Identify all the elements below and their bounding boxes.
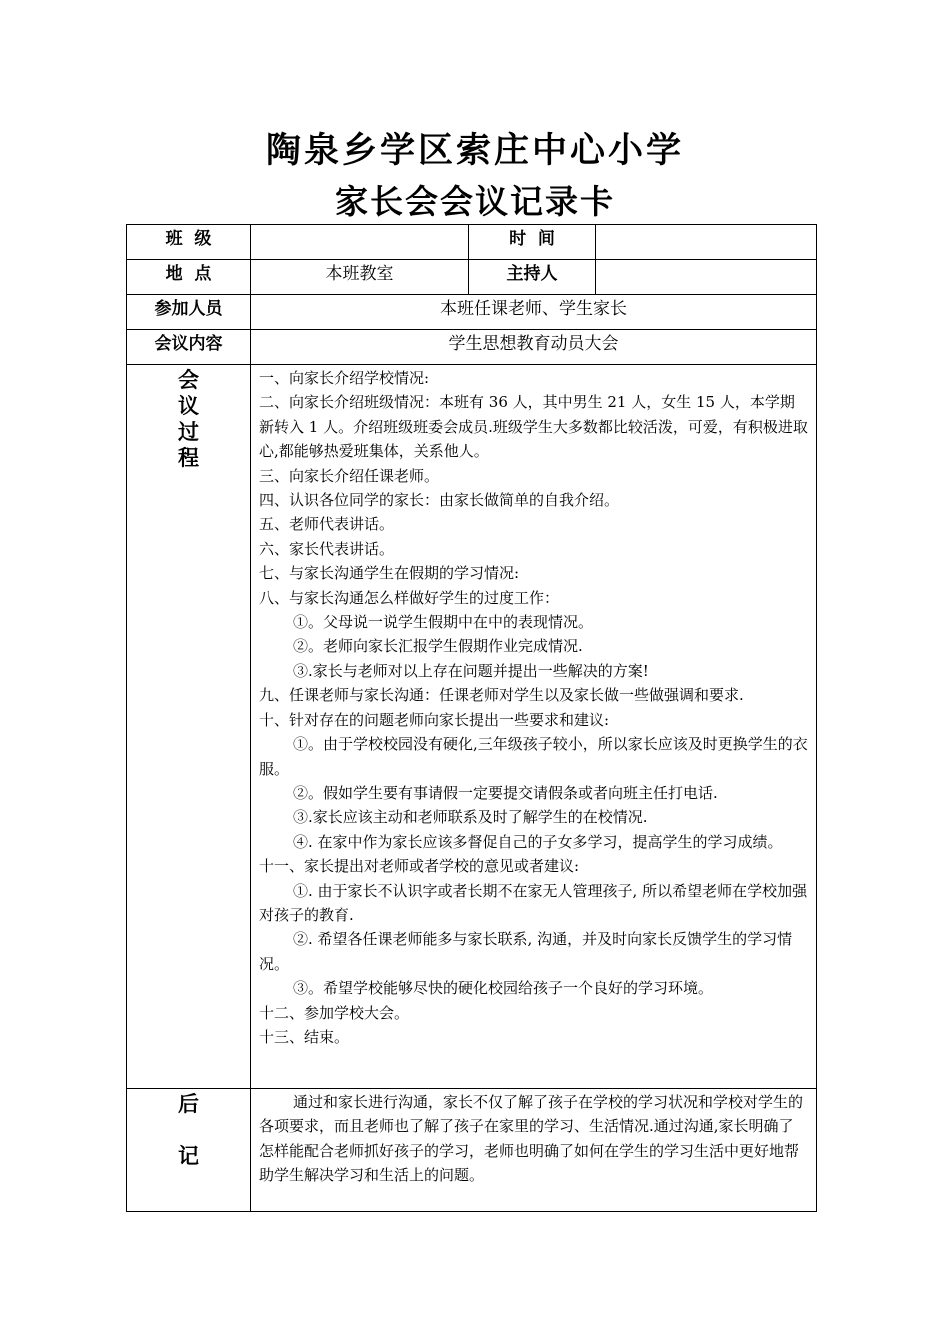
time-label: 时 间 bbox=[469, 225, 596, 260]
place-value[interactable]: 本班教室 bbox=[251, 260, 469, 295]
afterword-content[interactable] bbox=[251, 1089, 817, 1212]
process-line: 十、针对存在的问题老师向家长提出一些要求和建议: bbox=[259, 710, 610, 729]
school-name: 陶泉乡学区索庄中心小学 bbox=[265, 130, 684, 171]
time-value[interactable] bbox=[596, 225, 817, 260]
process-label-char: 会 bbox=[178, 368, 199, 392]
meeting-record-table bbox=[126, 224, 817, 1212]
process-content[interactable] bbox=[251, 365, 817, 1089]
process-line: ④. 在家中作为家长应该多督促自己的子女多学习，提高学生的学习成绩。 bbox=[293, 832, 783, 851]
process-label bbox=[127, 365, 251, 1089]
process-line: ②. 希望各任课老师能多与家长联系, 沟通，并及时向家长反馈学生的学习情况。 bbox=[259, 930, 793, 973]
participants-row bbox=[127, 295, 817, 330]
process-line: ①. 由于家长不认识字或者长期不在家无人管理孩子, 所以希望老师在学校加强对孩子的教育. bbox=[259, 881, 808, 924]
process-label-char: 过 bbox=[178, 420, 199, 444]
process-line: ①。父母说一说学生假期中在中的表现情况。 bbox=[293, 613, 594, 632]
place-label: 地 点 bbox=[127, 260, 251, 295]
process-line: 十三、结束。 bbox=[259, 1027, 350, 1046]
process-row bbox=[127, 365, 817, 1089]
place-host-row bbox=[127, 260, 817, 295]
process-line: ③.家长与老师对以上存在问题并提出一些解决的方案! bbox=[293, 661, 649, 680]
process-line: ③.家长应该主动和老师联系及时了解学生的在校情况. bbox=[293, 808, 648, 827]
process-line: 五、老师代表讲话。 bbox=[259, 515, 395, 534]
class-value[interactable] bbox=[251, 225, 469, 260]
process-line: 六、家长代表讲话。 bbox=[259, 539, 395, 558]
process-line: ①。由于学校校园没有硬化,三年级孩子较小，所以家长应该及时更换学生的衣服。 bbox=[259, 735, 808, 778]
process-line: 三、向家长介绍任课老师。 bbox=[259, 466, 440, 485]
process-line: ③。希望学校能够尽快的硬化校园给孩子一个良好的学习环境。 bbox=[293, 979, 714, 998]
process-label-char: 议 bbox=[178, 394, 199, 418]
content-value[interactable]: 学生思想教育动员大会 bbox=[251, 330, 817, 365]
process-line: 一、向家长介绍学校情况: bbox=[259, 369, 430, 387]
process-label-char: 程 bbox=[178, 446, 199, 470]
afterword-row bbox=[127, 1089, 817, 1212]
process-line: ②。假如学生要有事请假一定要提交请假条或者向班主任打电话. bbox=[293, 783, 718, 802]
afterword-paragraph: 通过和家长进行沟通，家长不仅了解了孩子在学校的学习状况和学校对学生的各项要求，而且老师也了解了孩子在家里的学习、生活情况.通过沟通,家长明确了怎样能配合老师抓好孩子的学习，老师也明确了如何在学生的学习生活中更好地帮助学生解决学习和生活上的问题。 bbox=[259, 1093, 804, 1185]
process-line: 二、向家长介绍班级情况：本班有 36 人，其中男生 21 人，女生 15 人，本学期新转入 1 人。介绍班级班委会成员.班级学生大多数都比较活泼，可爱，有积极进取心,都能够热爱班集体，关系他人。 bbox=[259, 393, 808, 461]
process-line: 十一、家长提出对老师或者学校的意见或者建议: bbox=[259, 857, 580, 876]
afterword-label-char: 后 bbox=[178, 1092, 199, 1116]
content-label: 会议内容 bbox=[127, 330, 251, 365]
host-label: 主持人 bbox=[469, 260, 596, 295]
process-line: 四、认识各位同学的家长：由家长做简单的自我介绍。 bbox=[259, 491, 620, 510]
card-title: 家长会会议记录卡 bbox=[335, 182, 615, 221]
class-time-row bbox=[127, 225, 817, 260]
afterword-label-char: 记 bbox=[178, 1144, 199, 1168]
participants-label: 参加人员 bbox=[127, 295, 251, 330]
process-line: 十二、参加学校大会。 bbox=[259, 1003, 410, 1022]
content-row bbox=[127, 330, 817, 365]
process-line: 七、与家长沟通学生在假期的学习情况: bbox=[259, 564, 520, 583]
process-line: ②。老师向家长汇报学生假期作业完成情况. bbox=[293, 637, 583, 656]
participants-value[interactable]: 本班任课老师、学生家长 bbox=[251, 295, 817, 330]
host-value[interactable] bbox=[596, 260, 817, 295]
class-label: 班 级 bbox=[127, 225, 251, 260]
afterword-label bbox=[127, 1089, 251, 1212]
process-line: 九、任课老师与家长沟通：任课老师对学生以及家长做一些做强调和要求. bbox=[259, 686, 744, 705]
process-line: 八、与家长沟通怎么样做好学生的过度工作： bbox=[259, 588, 560, 607]
